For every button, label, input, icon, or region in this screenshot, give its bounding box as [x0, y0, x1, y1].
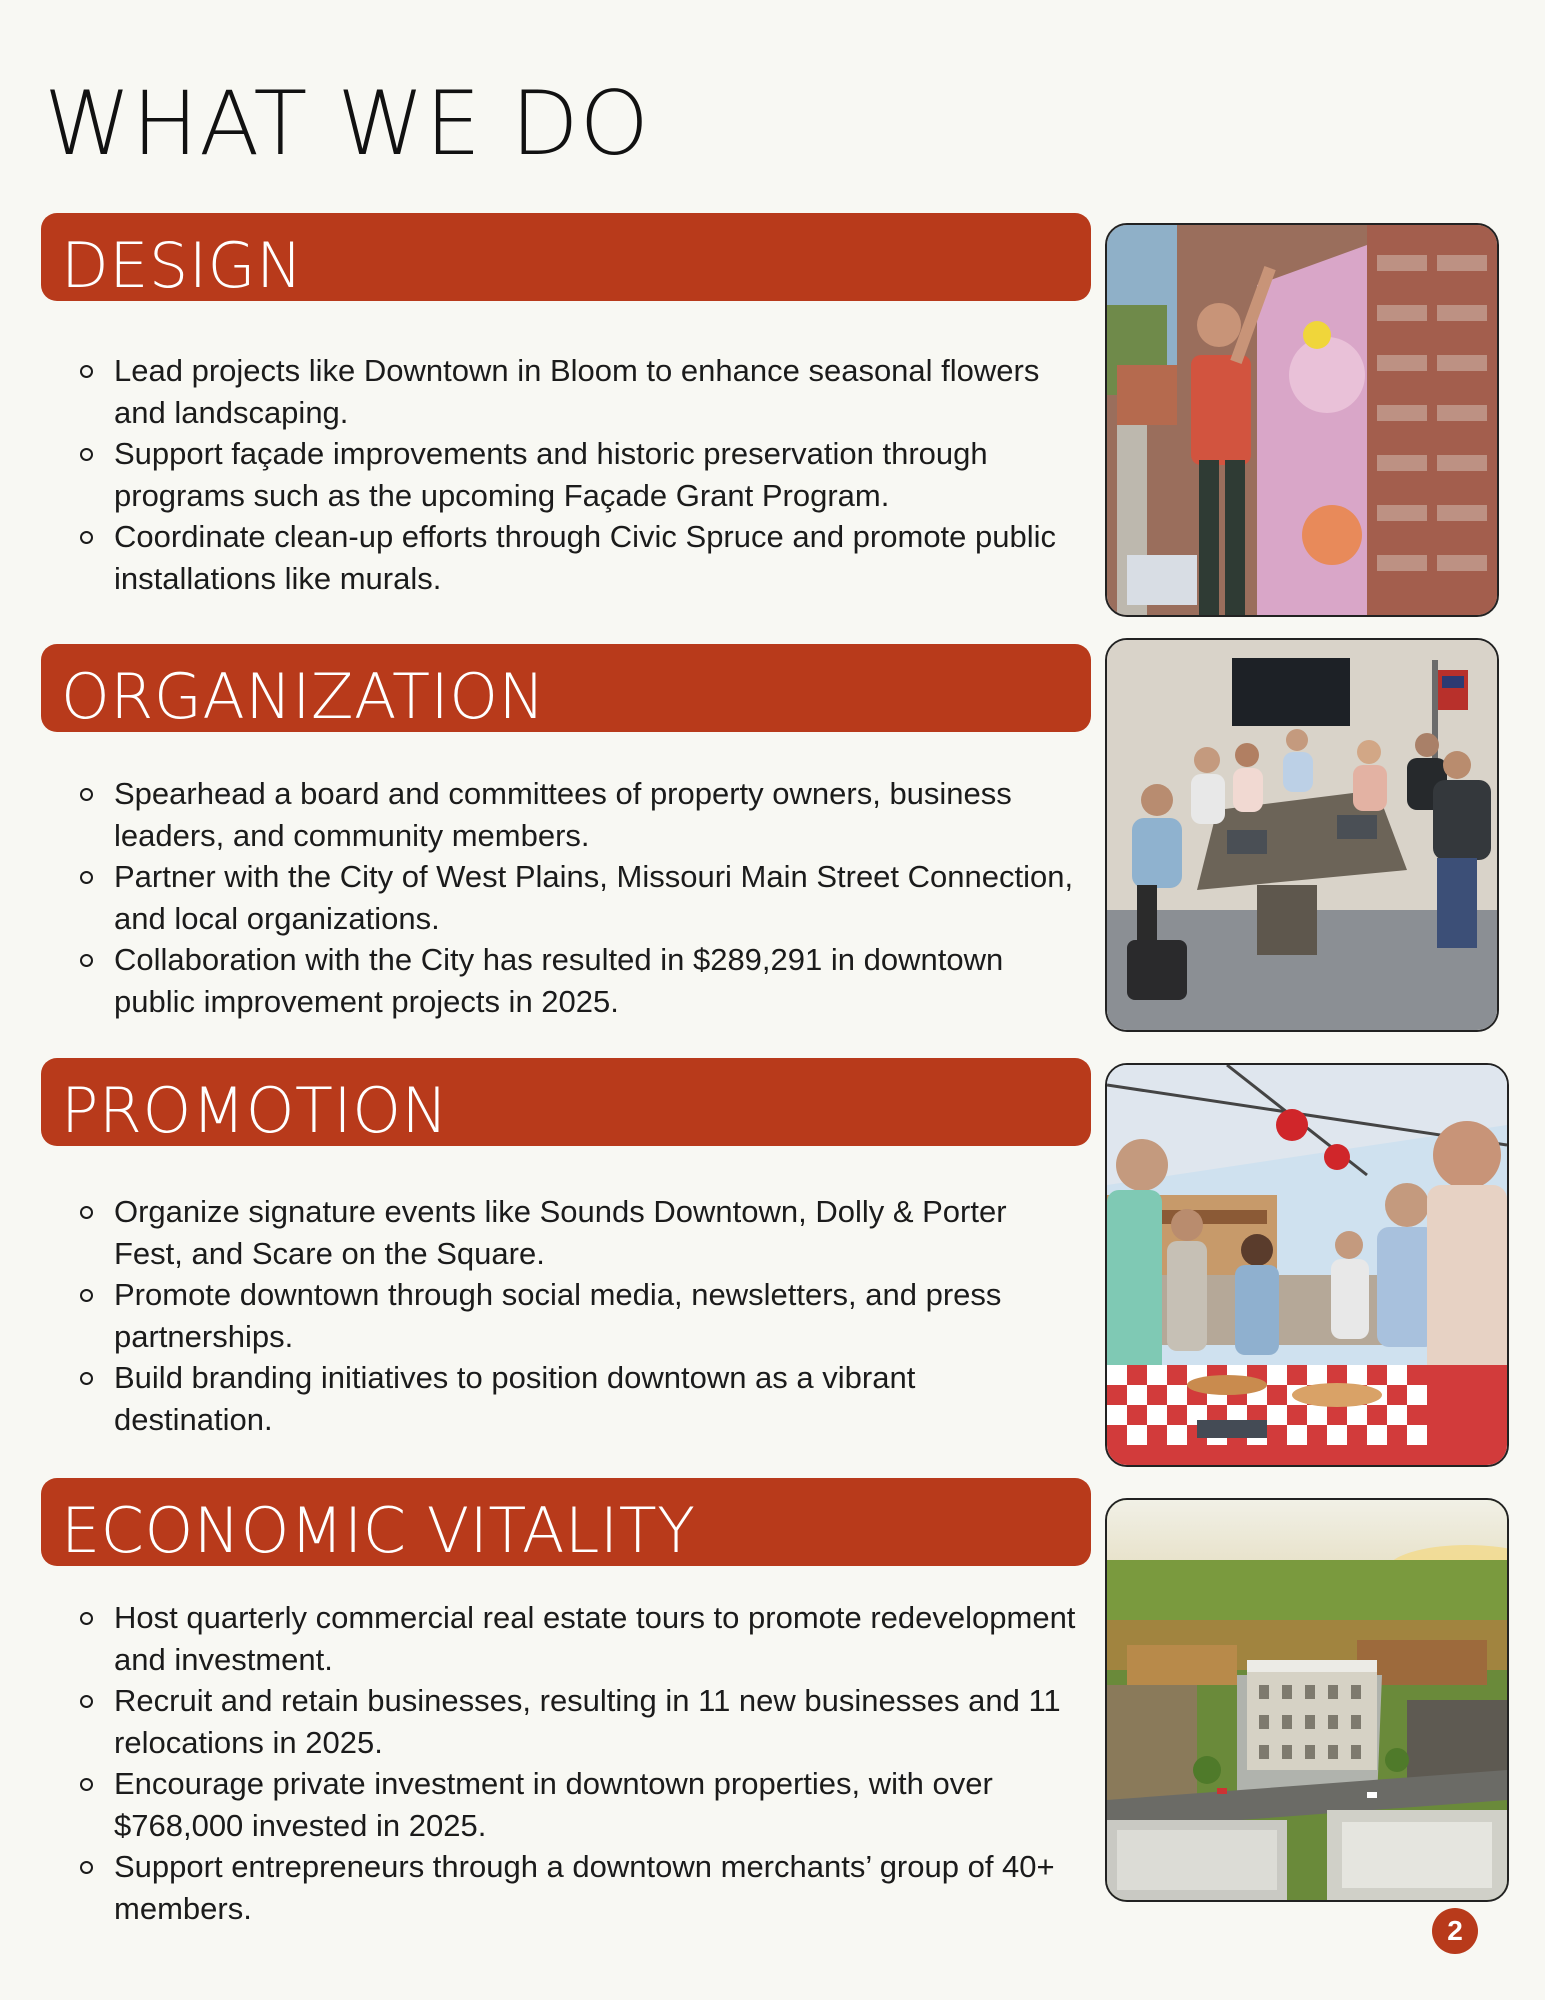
- board-meeting-photo: [1105, 638, 1499, 1032]
- list-item: Support entrepreneurs through a downtown merchants’ group of 40+ members.: [72, 1846, 1082, 1929]
- section-heading: PROMOTION: [61, 1074, 449, 1147]
- outdoor-event-photo: [1105, 1063, 1509, 1467]
- list-item: Build branding initiatives to position downtown as a vibrant destination.: [72, 1357, 1082, 1440]
- section-banner: [41, 644, 1091, 732]
- list-item: Organize signature events like Sounds Downtown, Dolly & Porter Fest, and Scare on the Square.: [72, 1191, 1082, 1274]
- list-item: Collaboration with the City has resulted in $289,291 in downtown public improvement projects in 2025.: [72, 939, 1082, 1022]
- section-heading: ECONOMIC VITALITY: [61, 1494, 696, 1567]
- list-item: Recruit and retain businesses, resulting in 11 new businesses and 11 relocations in 2025.: [72, 1680, 1082, 1763]
- list-item: Coordinate clean-up efforts through Civic Spruce and promote public installations like murals.: [72, 516, 1082, 599]
- section-heading: ORGANIZATION: [61, 660, 546, 733]
- list-item: Encourage private investment in downtown properties, with over $768,000 invested in 2025.: [72, 1763, 1082, 1846]
- list-item: Lead projects like Downtown in Bloom to enhance seasonal flowers and landscaping.: [72, 350, 1082, 433]
- list-item: Promote downtown through social media, newsletters, and press partnerships.: [72, 1274, 1082, 1357]
- page-number-badge: 2: [1432, 1908, 1478, 1954]
- list-item: Support façade improvements and historic preservation through programs such as the upcoming Façade Grant Program.: [72, 433, 1082, 516]
- mural-painting-photo: [1105, 223, 1499, 617]
- bullet-list: [72, 1191, 1082, 1440]
- section-banner: [41, 213, 1091, 301]
- aerial-downtown-photo: [1105, 1498, 1509, 1902]
- list-item: Partner with the City of West Plains, Missouri Main Street Connection, and local organizations.: [72, 856, 1082, 939]
- list-item: Spearhead a board and committees of property owners, business leaders, and community members.: [72, 773, 1082, 856]
- section-banner: [41, 1058, 1091, 1146]
- page-title: WHAT WE DO: [44, 72, 650, 175]
- list-item: Host quarterly commercial real estate tours to promote redevelopment and investment.: [72, 1597, 1082, 1680]
- section-heading: DESIGN: [61, 229, 303, 302]
- section-banner: [41, 1478, 1091, 1566]
- bullet-list: [72, 773, 1082, 1022]
- bullet-list: [72, 350, 1082, 599]
- bullet-list: [72, 1597, 1082, 1929]
